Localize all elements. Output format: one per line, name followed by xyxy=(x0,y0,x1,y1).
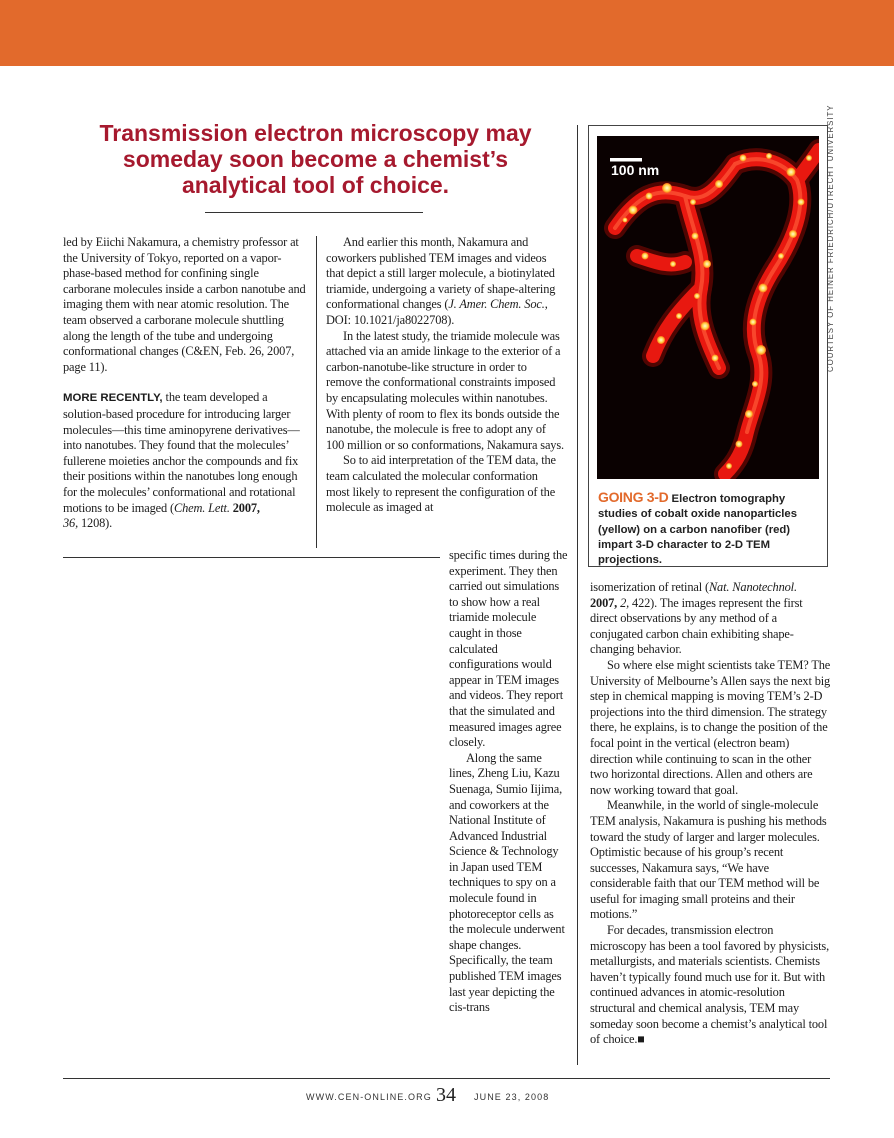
footer-rule xyxy=(63,1078,830,1079)
column1-paragraph-1: led by Eiichi Nakamura, a chemistry professor at the University of Tokyo, reported on a vapor-phase-based method for confining single carborane molecules inside a carbon nanotube and imaging them with near atomic resolution. The team observed a carborane molecule shuttling along the length of the tube and undergoing conformational changes (C&EN, Feb. 26, 2007, page 11). xyxy=(63,235,306,374)
pull-quote: Transmission electron microscopy may someday soon become a chemist’s analytical tool of choice. xyxy=(99,120,532,198)
caption-title: GOING 3-D xyxy=(598,489,669,505)
figure-caption xyxy=(598,490,822,568)
column2-paragraph-1: And earlier this month, Nakamura and coworkers published TEM images and videos that depict a still larger molecule, a biotinylated triamide, undergoing a variety of shape-altering conformational changes (J. Amer. Chem. Soc., DOI: 10.1021/ja8022708). xyxy=(326,235,556,327)
page-footer xyxy=(0,1084,894,1112)
end-mark: ■ xyxy=(637,1032,645,1047)
column4-paragraph-2: So where else might scientists take TEM? The University of Melbourne’s Allen says the next big step in chemical mapping is moving TEM’s 2-D projections into the third dimension. The strategy there, he explains, is to change the position of the focal point in the vertical (electron beam) direction while continuing to scan in the other two horizontal directions. Allen and others are now working toward that goal. xyxy=(590,657,831,797)
section-divider xyxy=(63,557,440,558)
column3-paragraph-1: specific times during the experiment. They then carried out simulations to show how a real triamide molecule caught in those calculated configurations would appear in TEM images and videos. They report that the simulated and measured images agree closely. xyxy=(449,548,568,750)
column3-paragraph-2: Along the same lines, Zheng Liu, Kazu Suenaga, Sumio Iijima, and coworkers at the National Institute of Advanced Industrial Science & Technology in Japan used TEM techniques to spy on a molecule found in photoreceptor cells as the molecule underwent shape changes. Specifically, the team published TEM images last year depicting the cis-trans xyxy=(449,750,565,1015)
column-divider-2 xyxy=(577,125,578,1065)
column4-paragraph-3: Meanwhile, in the world of single-molecule TEM analysis, Nakamura is pushing his methods toward the study of larger and larger molecules. Optimistic because of his group’s recent successes, Nakamura says, “We have considerable faith that our TEM method will be useful for imaging small proteins and their motions.” xyxy=(590,798,827,922)
column4-paragraph-4: For decades, transmission electron microscopy has been a tool favored by physicists, metallurgists, and materials scientists. Chemists haven’t typically found much use for it. But with continued advances in atomic-resolution structural and chemical analysis, TEM may someday soon become a chemist’s analytical tool of choice.■ xyxy=(590,923,830,1047)
column-divider-1 xyxy=(316,236,317,548)
photo-credit: COURTESY OF HEINER FRIEDRICH/UTRECHT UNIVERSITY xyxy=(826,104,835,372)
tem-micrograph xyxy=(597,136,819,479)
article-column-3 xyxy=(449,548,569,1016)
article-column-1 xyxy=(63,235,307,532)
column1-paragraph-2: MORE RECENTLY, the team developed a solution-based procedure for introducing larger molecules—this time aminopyrene derivatives—into nanotubes. They found that the molecules’ fullerene moieties anchor the compounds and fix their positions within the nanotubes long enough for the molecules’ conformational and rotational motions to be imaged (Chem. Lett. 2007, 36, 1208). xyxy=(63,390,300,531)
footer-date: JUNE 23, 2008 xyxy=(474,1092,550,1102)
column2-paragraph-2: In the latest study, the triamide molecule was attached via an amide linkage to the exterior of a carbon-nanotube-like structure in order to remove the conformational constraints imposed by encapsulating molecules within nanotubes. With plenty of room to flex its bonds outside the nanotube, the molecule is free to adopt any of 100 million or so conformations, Nakamura says. xyxy=(326,328,564,452)
pull-quote-rule xyxy=(205,212,423,213)
scale-bar-label: 100 nm xyxy=(611,162,660,178)
header-banner xyxy=(0,0,894,66)
article-column-2 xyxy=(326,235,564,516)
footer-url: WWW.CEN-ONLINE.ORG xyxy=(306,1092,432,1102)
column2-paragraph-3: So to aid interpretation of the TEM data, the team calculated the molecular conformation most likely to represent the configuration of the molecule as imaged at xyxy=(326,453,556,515)
nanofiber-image xyxy=(597,136,819,479)
column4-paragraph-1: isomerization of retinal (Nat. Nanotechnol. 2007, 2, 422). The images represent the first direct observations by any method of a conjugated carbon chain exhibiting shape-changing behavior. xyxy=(590,580,803,657)
page-number: 34 xyxy=(436,1084,456,1106)
lead-in: MORE RECENTLY, xyxy=(63,392,163,405)
caption-text: Electron tomography studies of cobalt oxide nanoparticles (yellow) on a carbon nanofiber (red) impart 3-D character to 2-D TEM projections. xyxy=(598,493,797,567)
article-column-4 xyxy=(590,580,831,1048)
